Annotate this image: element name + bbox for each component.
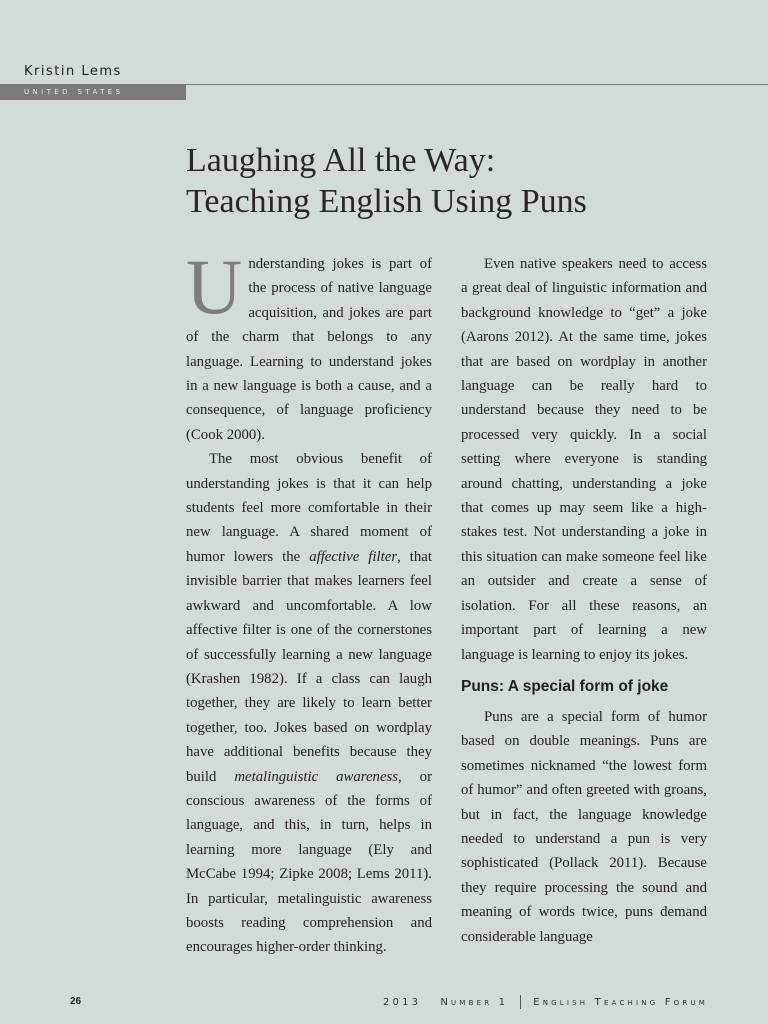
title-line-2: Teaching English Using Puns bbox=[186, 183, 587, 220]
footer-journal: English Teaching Forum bbox=[533, 997, 708, 1008]
native-speakers-paragraph: Even native speakers need to access a great deal of linguistic information and background knowledge to “get” a joke (Aarons 2012). At the same time, jokes that are based on wordplay in another language can be really hard to understand because they need to be processed very quickly. In a social setting where everyone is standing around chatting, understanding a joke that comes up may seem like a high-stakes test. Not understanding a joke in this situation can make someone feel like an outsider and create a sense of isolation. For all these reasons, an important part of learning a new language is learning to enjoy its jokes. bbox=[461, 256, 707, 663]
footer-issue-info bbox=[383, 995, 708, 1009]
drop-cap: U bbox=[186, 243, 243, 330]
intro-paragraph bbox=[186, 243, 432, 447]
intro-text: nderstanding jokes is part of the process of native language acquisition, and jokes are part of the charm that belongs to any language. Learning to understand jokes in a new language is both a cause, and a consequence, of language proficiency (Cook 2000). bbox=[186, 256, 432, 443]
benefit-text-b: , that invisible barrier that makes learners feel awkward and uncomfortable. A low affective filter is one of the cornerstones of successfully learning a new language (Krashen 1982). If a class can laugh together, they are likely to learn better together, too. Jokes based on wordplay have additional benefits because they build bbox=[186, 548, 432, 785]
author-name: Kristin Lems bbox=[24, 64, 122, 79]
article-title bbox=[186, 140, 746, 222]
benefit-text-c: , or conscious awareness of the forms of language, and this, in turn, helps in learning more language (Ely and McCabe 1994; Zipke 2008; Lems 2011). In particular, metalinguistic awareness boosts reading comprehension and encourages higher-order thinking. bbox=[186, 768, 432, 956]
benefit-paragraph bbox=[186, 447, 432, 960]
title-line-1: Laughing All the Way: bbox=[186, 142, 496, 179]
affective-filter-term: affective filter bbox=[309, 548, 398, 565]
author-country: united states bbox=[24, 86, 124, 97]
footer-issue: 2013 Number 1 bbox=[382, 997, 509, 1008]
metalinguistic-term: metalinguistic awareness bbox=[234, 768, 399, 785]
footer-divider bbox=[520, 995, 521, 1009]
left-column bbox=[186, 243, 432, 960]
benefit-text-a: The most obvious benefit of understanding jokes is that it can help students feel more comfortable in their new language. A shared moment of humor lowers the bbox=[186, 451, 432, 565]
puns-paragraph: Puns are a special form of humor based on double meanings. Puns are sometimes nicknamed “the lowest form of humor” and often greeted with groans, but in fact, the language knowledge needed to understand a pun is very sophisticated (Pollack 2011). Because they require processing the sound and meaning of words twice, puns demand considerable language bbox=[461, 708, 707, 945]
page-number: 26 bbox=[70, 996, 82, 1007]
right-column bbox=[461, 252, 707, 949]
section-heading: Puns: A special form of joke bbox=[461, 677, 669, 695]
